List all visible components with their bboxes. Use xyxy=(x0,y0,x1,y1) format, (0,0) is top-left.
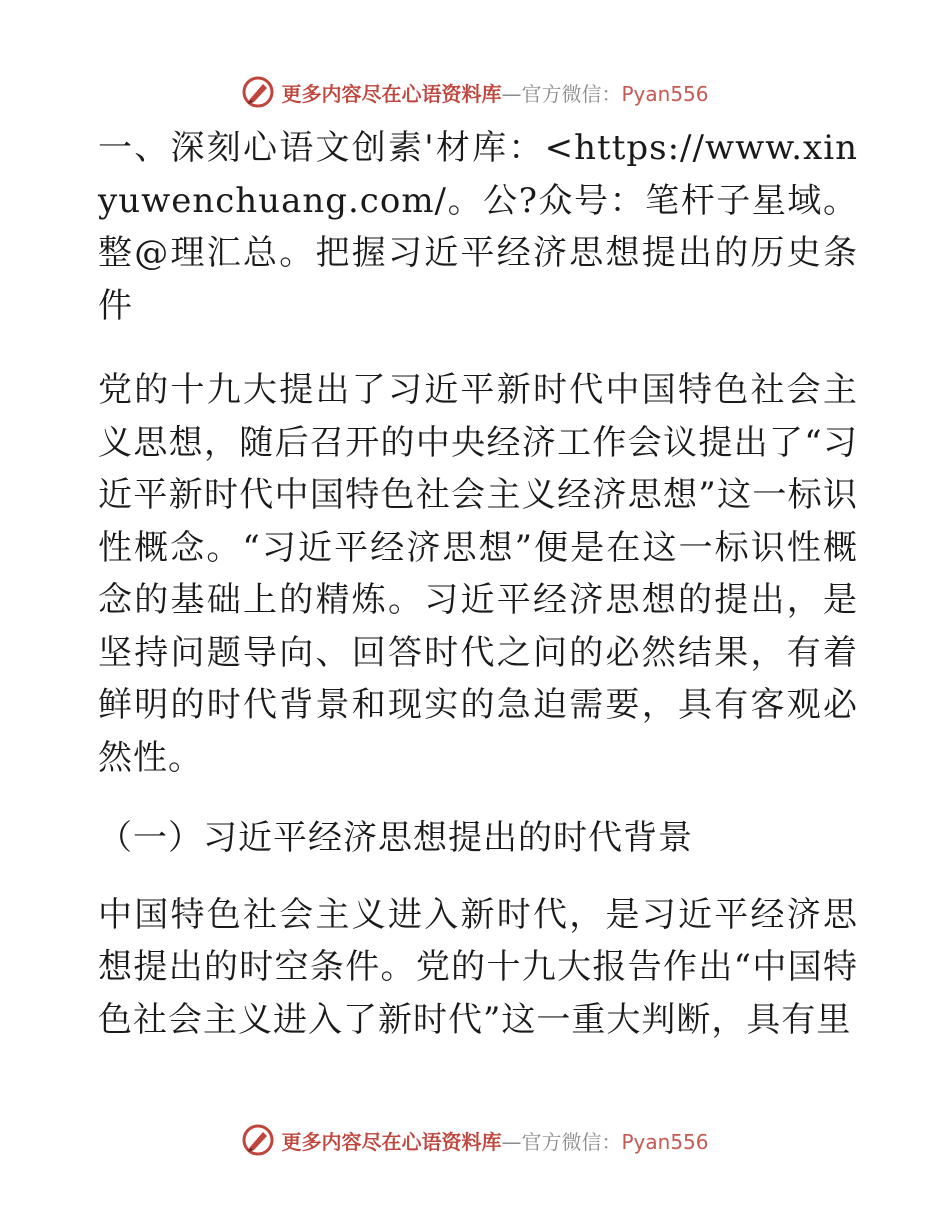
body-paragraph: 党的十九大提出了习近平新时代中国特色社会主义思想，随后召开的中央经济工作会议提出了“习近平新时代中国特色社会主义经济思想”这一标识性概念。“习近平经济思想”便是在这一标识性概念的基础上的精炼。习近平经济思想的提出，是坚持问题导向、回答时代之问的必然结果，有着鲜明的时代背景和现实的急迫需要，具有客观必然性。 xyxy=(98,370,858,778)
pen-logo-icon xyxy=(241,1123,275,1157)
section-heading: 一、深刻心语文创素'材库：<https://www.xinyuwenchuang.com/。公?众号：笔杆子星域。整@理汇总。把握习近平经济思想提出的历史条件 xyxy=(98,128,858,326)
watermark-official-label: 官方微信： xyxy=(521,81,622,106)
pen-logo-icon xyxy=(241,75,275,109)
watermark-handle: Pyan556 xyxy=(621,81,709,106)
subsection-heading: （一）习近平经济思想提出的时代背景 xyxy=(98,818,693,858)
document-body xyxy=(98,122,858,1074)
watermark-group xyxy=(241,75,708,109)
watermark-handle: Pyan556 xyxy=(621,1129,709,1154)
watermark-brand: 更多内容尽在心语资料库 xyxy=(281,1129,502,1154)
watermark-brand: 更多内容尽在心语资料库 xyxy=(281,81,502,106)
watermark-dash: — xyxy=(501,1129,522,1154)
watermark-group xyxy=(241,1123,708,1157)
watermark-official-label: 官方微信： xyxy=(521,1129,622,1154)
body-paragraph: 中国特色社会主义进入新时代，是习近平经济思想提出的时空条件。党的十九大报告作出“中国特色社会主义进入了新时代”这一重大判断，具有里 xyxy=(98,894,858,1040)
watermark-text xyxy=(281,1126,708,1155)
watermark-dash: — xyxy=(501,81,522,106)
footer-watermark-banner xyxy=(0,1120,950,1160)
header-watermark-banner xyxy=(0,72,950,112)
watermark-text xyxy=(281,78,708,107)
